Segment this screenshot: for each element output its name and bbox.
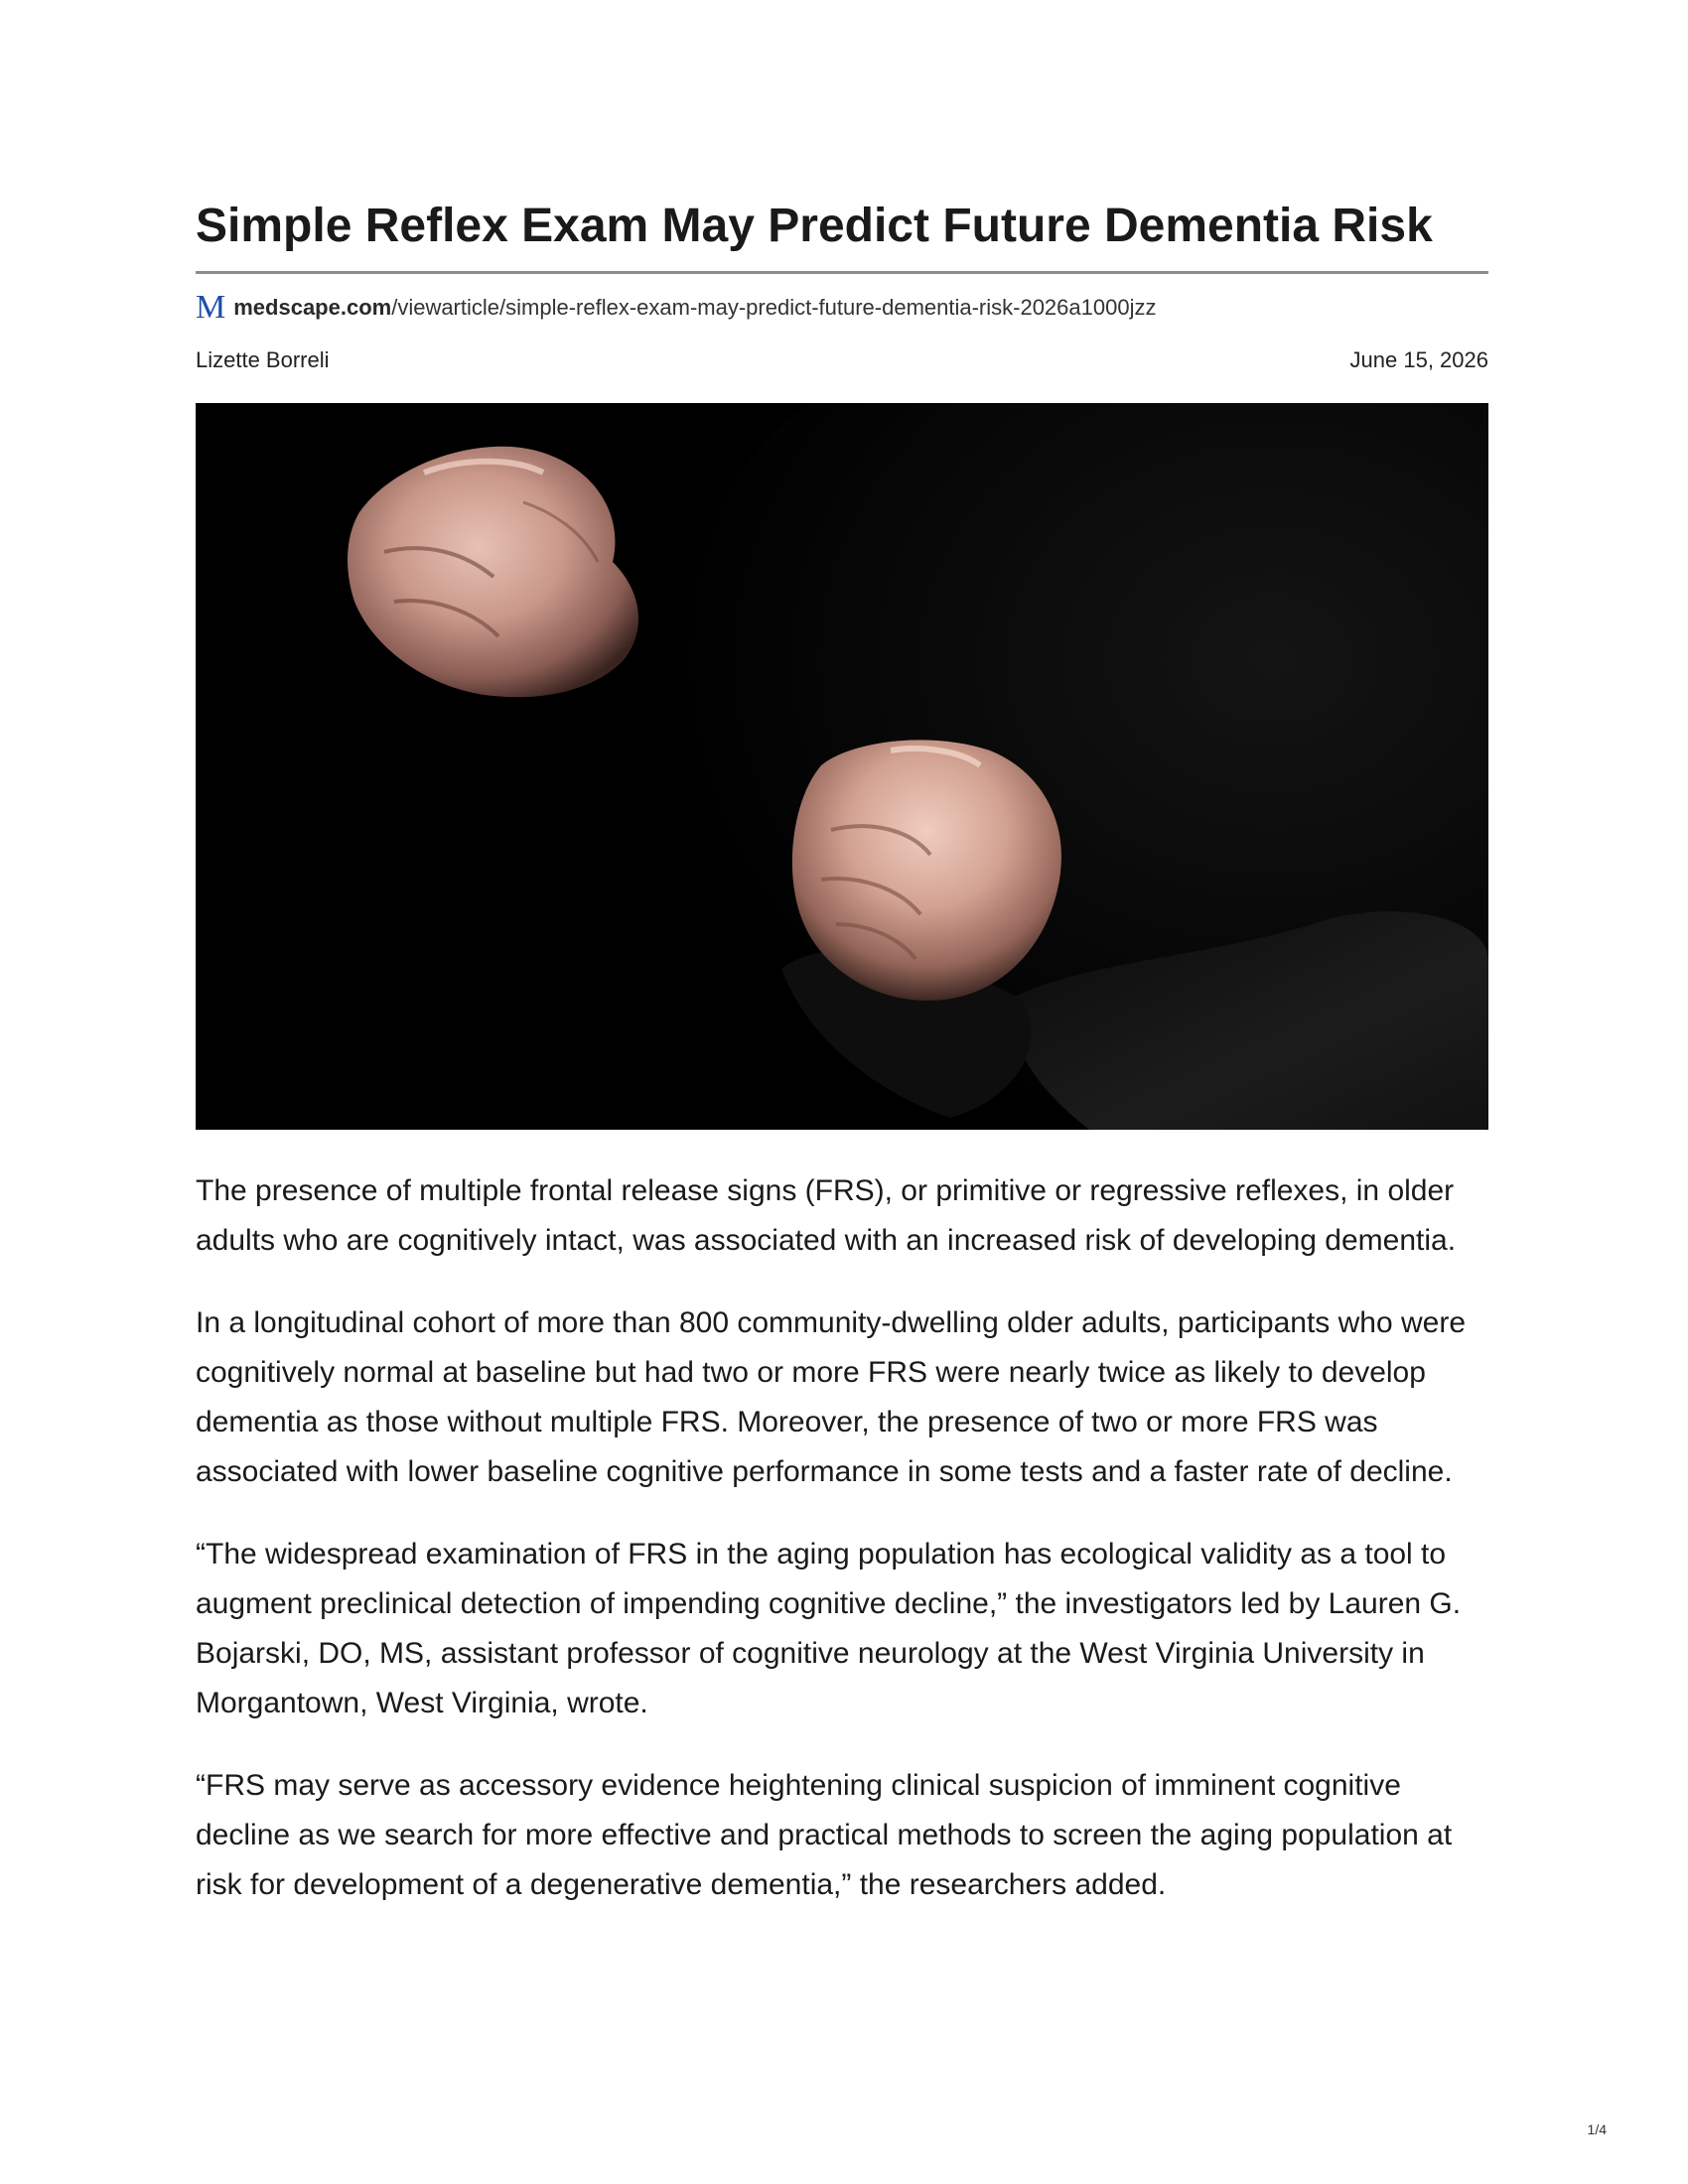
source-link[interactable] <box>196 290 1156 326</box>
paragraph-4: “FRS may serve as accessory evidence heightening clinical suspicion of imminent cognitive decline as we search for more effective and practical methods to screen the aging population at risk for development of a degenerative dementia,” the researchers added. <box>196 1769 1453 1901</box>
publish-date: June 15, 2026 <box>1349 347 1488 372</box>
clenched-fists-photo <box>196 403 1488 1130</box>
article-title: Simple Reflex Exam May Predict Future Dementia Risk <box>196 200 1433 252</box>
byline <box>196 347 1488 373</box>
paragraph-2: In a longitudinal cohort of more than 800 community-dwelling older adults, participants who were cognitively normal at baseline but had two or more FRS were nearly twice as likely to develop dementia as those without multiple FRS. Moreover, the presence of two or more FRS was associated with lower baseline cognitive performance in some tests and a faster rate of decline. <box>196 1306 1467 1488</box>
hero-image <box>196 403 1488 1130</box>
medscape-logo-icon: M <box>196 289 226 326</box>
title-divider <box>196 271 1488 274</box>
source-domain: medscape.com <box>233 295 392 320</box>
source-path: /viewarticle/simple-reflex-exam-may-predict-future-dementia-risk-2026a1000jzz <box>391 295 1157 320</box>
source-url[interactable] <box>233 295 1156 321</box>
page-number: 1/4 <box>1587 2121 1607 2137</box>
article-body <box>196 1166 1496 1943</box>
paragraph-3: “The widespread examination of FRS in the aging population has ecological validity as a tool to augment preclinical detection of impending cognitive decline,” the investigators led by Lauren G. Bojarski, DO, MS, assistant professor of cognitive neurology at the West Virginia University in Morgantown, West Virginia, wrote. <box>196 1538 1462 1719</box>
author-name: Lizette Borreli <box>196 347 330 372</box>
paragraph-1: The presence of multiple frontal release signs (FRS), or primitive or regressive reflexes, in older adults who are cognitively intact, was associated with an increased risk of developing dementia. <box>196 1174 1457 1257</box>
